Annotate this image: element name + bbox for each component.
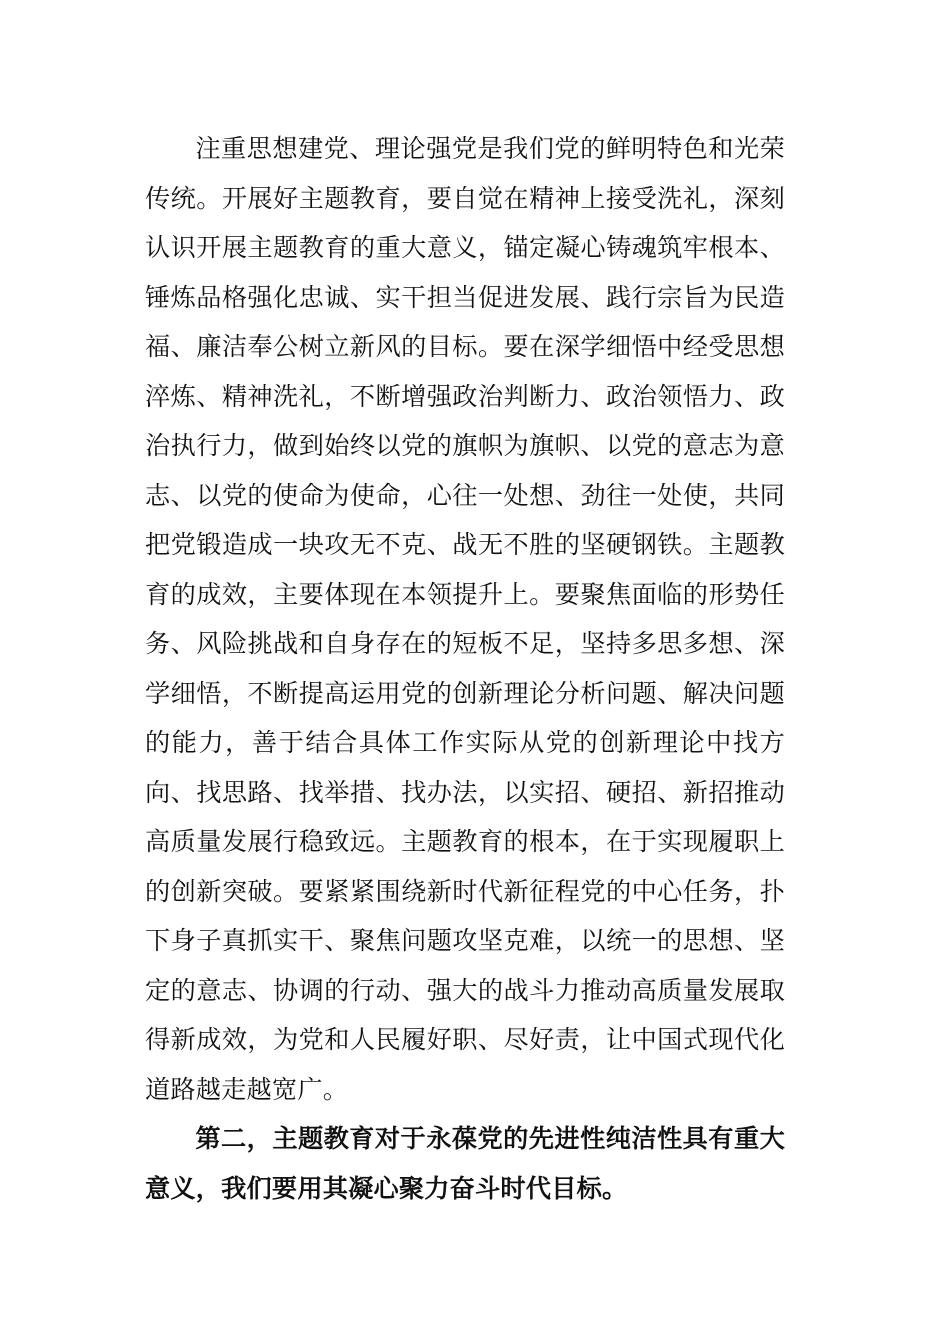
document-body — [145, 124, 785, 1213]
body-paragraph: 注重思想建党、理论强党是我们党的鲜明特色和光荣传统。开展好主题教育，要自觉在精神上接受洗礼，深刻认识开展主题教育的重大意义，锚定凝心铸魂筑牢根本、锤炼品格强化忠诚、实干担当促进发展、践行宗旨为民造福、廉洁奉公树立新风的目标。要在深学细悟中经受思想淬炼、精神洗礼，不断增强政治判断力、政治领悟力、政治执行力，做到始终以党的旗帜为旗帜、以党的意志为意志、以党的使命为使命，心往一处想、劲往一处使，共同把党锻造成一块攻无不克、战无不胜的坚硬钢铁。主题教育的成效，主要体现在本领提升上。要聚焦面临的形势任务、风险挑战和自身存在的短板不足，坚持多思多想、深学细悟，不断提高运用党的创新理论分析问题、解决问题的能力，善于结合具体工作实际从党的创新理论中找方向、找思路、找举措、找办法，以实招、硬招、新招推动高质量发展行稳致远。主题教育的根本，在于实现履职上的创新突破。要紧紧围绕新时代新征程党的中心任务，扑下身子真抓实干、聚焦问题攻坚克难，以统一的思想、坚定的意志、协调的行动、强大的战斗力推动高质量发展取得新成效，为党和人民履好职、尽好责，让中国式现代化道路越走越宽广。 — [145, 134, 785, 1104]
section-heading-paragraph: 第二，主题教育对于永葆党的先进性纯洁性具有重大意义，我们要用其凝心聚力奋斗时代目标。 — [145, 1124, 785, 1203]
